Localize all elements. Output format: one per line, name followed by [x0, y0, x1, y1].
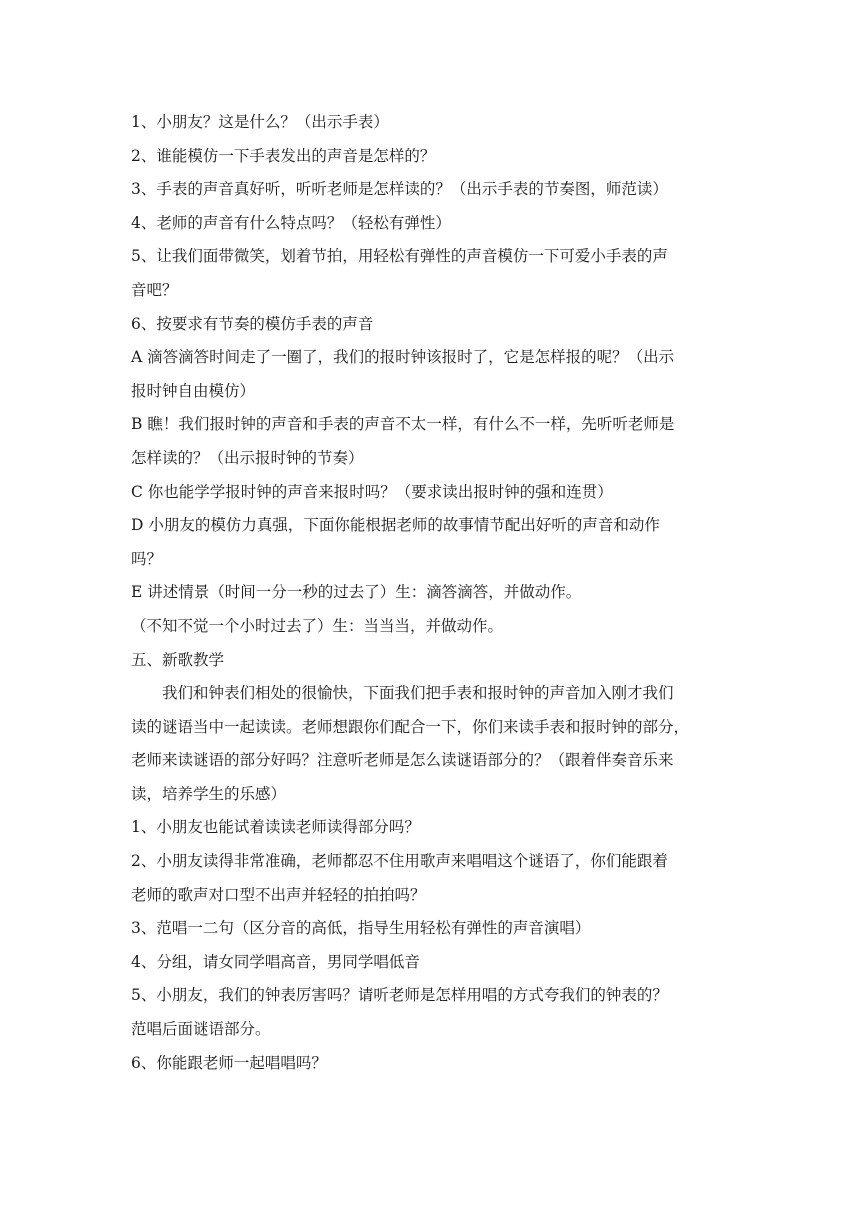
text-line: 3、范唱一二句（区分音的高低，指导生用轻松有弹性的声音演唱）: [131, 919, 591, 938]
text-line: 5、小朋友，我们的钟表厉害吗？请听老师是怎样用唱的方式夸我们的钟表的？: [131, 986, 668, 1005]
text-line: 6、你能跟老师一起唱唱吗？: [131, 1053, 327, 1072]
text-line: 报时钟自由模仿）: [131, 381, 256, 400]
text-line: 1、小朋友也能试着读读老师读得部分吗？: [131, 818, 420, 837]
text-line: 我们和钟表们相处的很愉快，下面我们把手表和报时钟的声音加入刚才我们: [162, 684, 674, 703]
text-line: 怎样读的？（出示报时钟的节奏）: [131, 448, 364, 467]
text-line: 2、谁能模仿一下手表发出的声音是怎样的？: [131, 146, 436, 165]
text-line: 老师的歌声对口型不出声并轻轻的拍拍吗？: [131, 885, 426, 904]
text-line: 5、让我们面带微笑，划着节拍，用轻松有弹性的声音模仿一下可爱小手表的声: [131, 247, 668, 266]
text-line: D 小朋友的模仿力真强，下面你能根据老师的故事情节配出好听的声音和动作: [131, 516, 660, 535]
text-line: 读，培养学生的乐感）: [131, 784, 287, 803]
text-line: 3、手表的声音真好听，听听老师是怎样读的？（出示手表的节奏图，师范读）: [131, 180, 668, 199]
text-line: B 瞧！我们报时钟的声音和手表的声音不太一样，有什么不一样，先听听老师是: [131, 415, 675, 434]
text-line: 4、老师的声音有什么特点吗？（轻松有弹性）: [131, 213, 451, 232]
text-line: 6、按要求有节奏的模仿手表的声音: [131, 314, 374, 333]
text-line: 范唱后面谜语部分。: [131, 1020, 271, 1039]
text-line: 音吧？: [131, 280, 178, 299]
text-line: C 你也能学学报时钟的声音来报时吗？（要求读出报时钟的强和连贯）: [131, 482, 613, 501]
text-line: 五、新歌教学: [131, 650, 225, 669]
text-line: 吗？: [131, 549, 163, 568]
text-line: 2、小朋友读得非常准确，老师都忍不住用歌声来唱唱这个谜语了，你们能跟着: [131, 852, 668, 871]
text-line: E 讲述情景（时间一分一秒的过去了）生：滴答滴答，并做动作。: [131, 583, 582, 602]
text-line: （不知不觉一个小时过去了）生：当当当，并做动作。: [131, 616, 504, 635]
text-line: 读的谜语当中一起读读。老师想跟你们配合一下，你们来读手表和报时钟的部分，: [131, 717, 690, 736]
text-line: 老师来读谜语的部分好吗？注意听老师是怎么读谜语部分的？（跟着伴奏音乐来: [131, 751, 674, 770]
document-body: [131, 106, 733, 1080]
text-line: 4、分组，请女同学唱高音，男同学唱低音: [131, 952, 420, 971]
text-line: A 滴答滴答时间走了一圈了，我们的报时钟该报时了，它是怎样报的呢？（出示: [131, 348, 675, 367]
text-line: 1、小朋友？这是什么？（出示手表）: [131, 113, 389, 131]
